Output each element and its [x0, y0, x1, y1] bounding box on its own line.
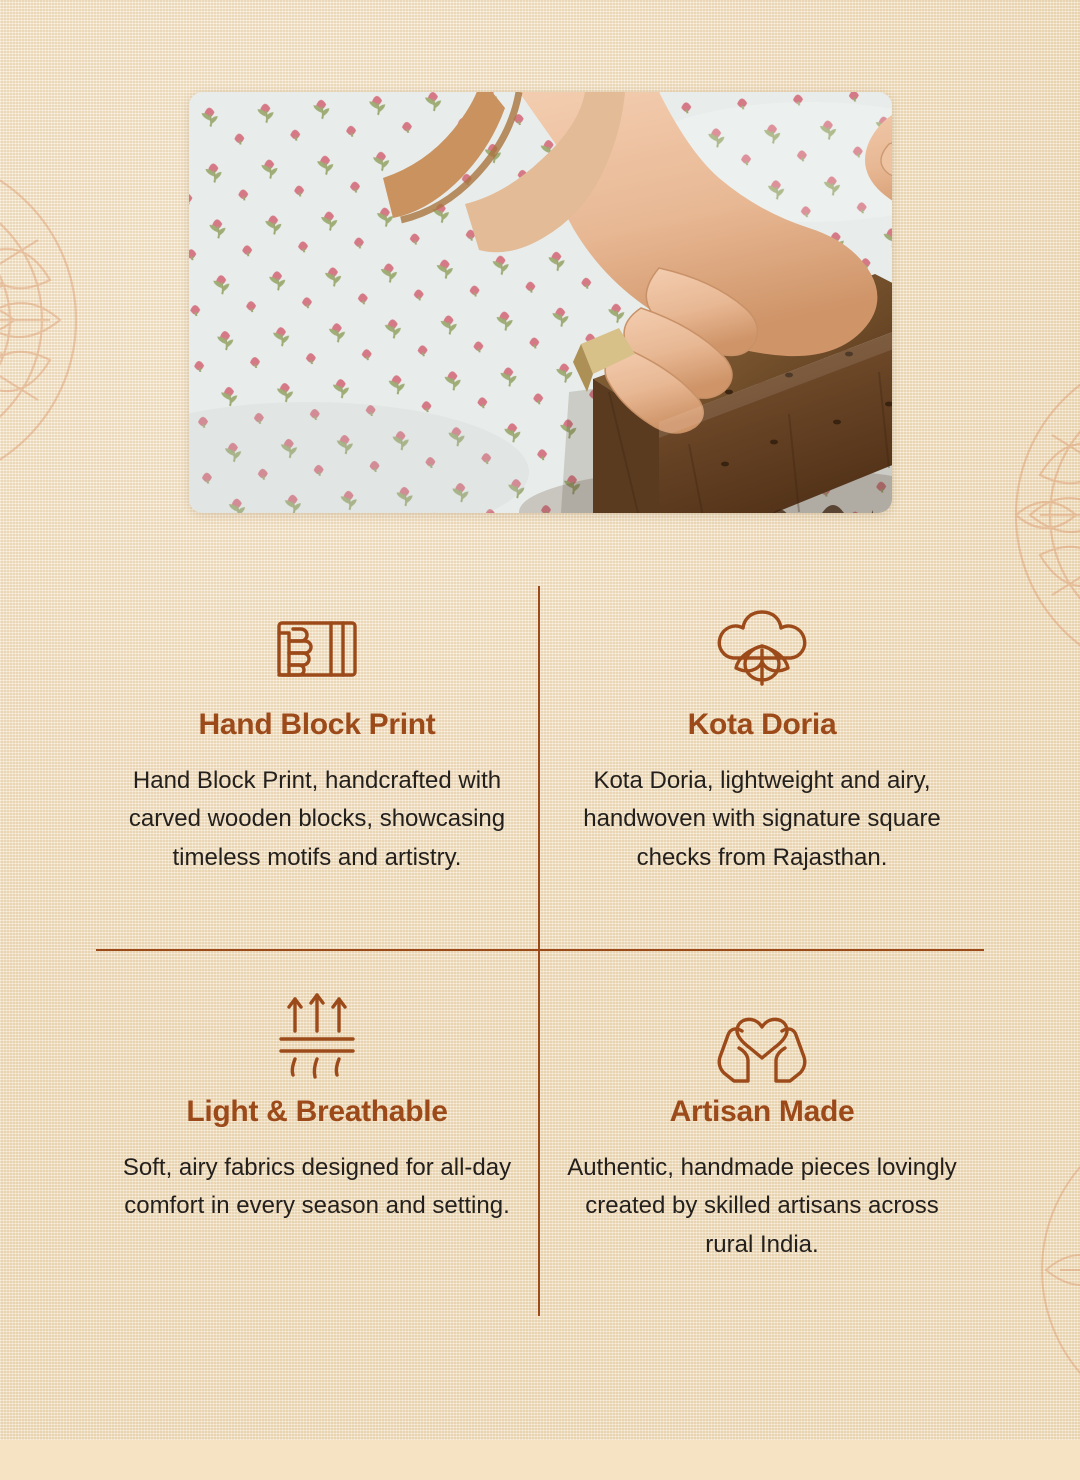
feature-card-light-breathable: [96, 951, 540, 1316]
feature-description: Kota Doria, lightweight and airy, handwoven with signature square checks from Rajasthan.: [583, 767, 941, 871]
feature-description: Hand Block Print, handcrafted with carved wooden blocks, showcasing timeless motifs and artistry.: [128, 767, 506, 871]
feature-description: Authentic, handmade pieces lovingly created by skilled artisans across rural India.: [567, 1154, 957, 1258]
feature-description: Soft, airy fabrics designed for all-day comfort in every season and setting.: [122, 1154, 512, 1220]
feature-grid: [96, 586, 984, 1316]
feature-card-kota-doria: [540, 586, 984, 951]
hand-block-printing-photo: [189, 92, 892, 513]
feature-title: Kota Doria: [687, 708, 837, 741]
cotton-boll-icon: [710, 600, 814, 696]
feature-title: Light & Breathable: [186, 1095, 448, 1128]
feature-card-hand-block-print: [96, 586, 540, 951]
feature-title: Artisan Made: [669, 1095, 855, 1128]
feature-title: Hand Block Print: [198, 708, 436, 741]
breathable-airflow-icon: [269, 987, 365, 1083]
feature-card-artisan-made: [540, 951, 984, 1316]
hands-heart-icon: [712, 987, 812, 1083]
hand-holding-block-icon: [269, 600, 365, 696]
